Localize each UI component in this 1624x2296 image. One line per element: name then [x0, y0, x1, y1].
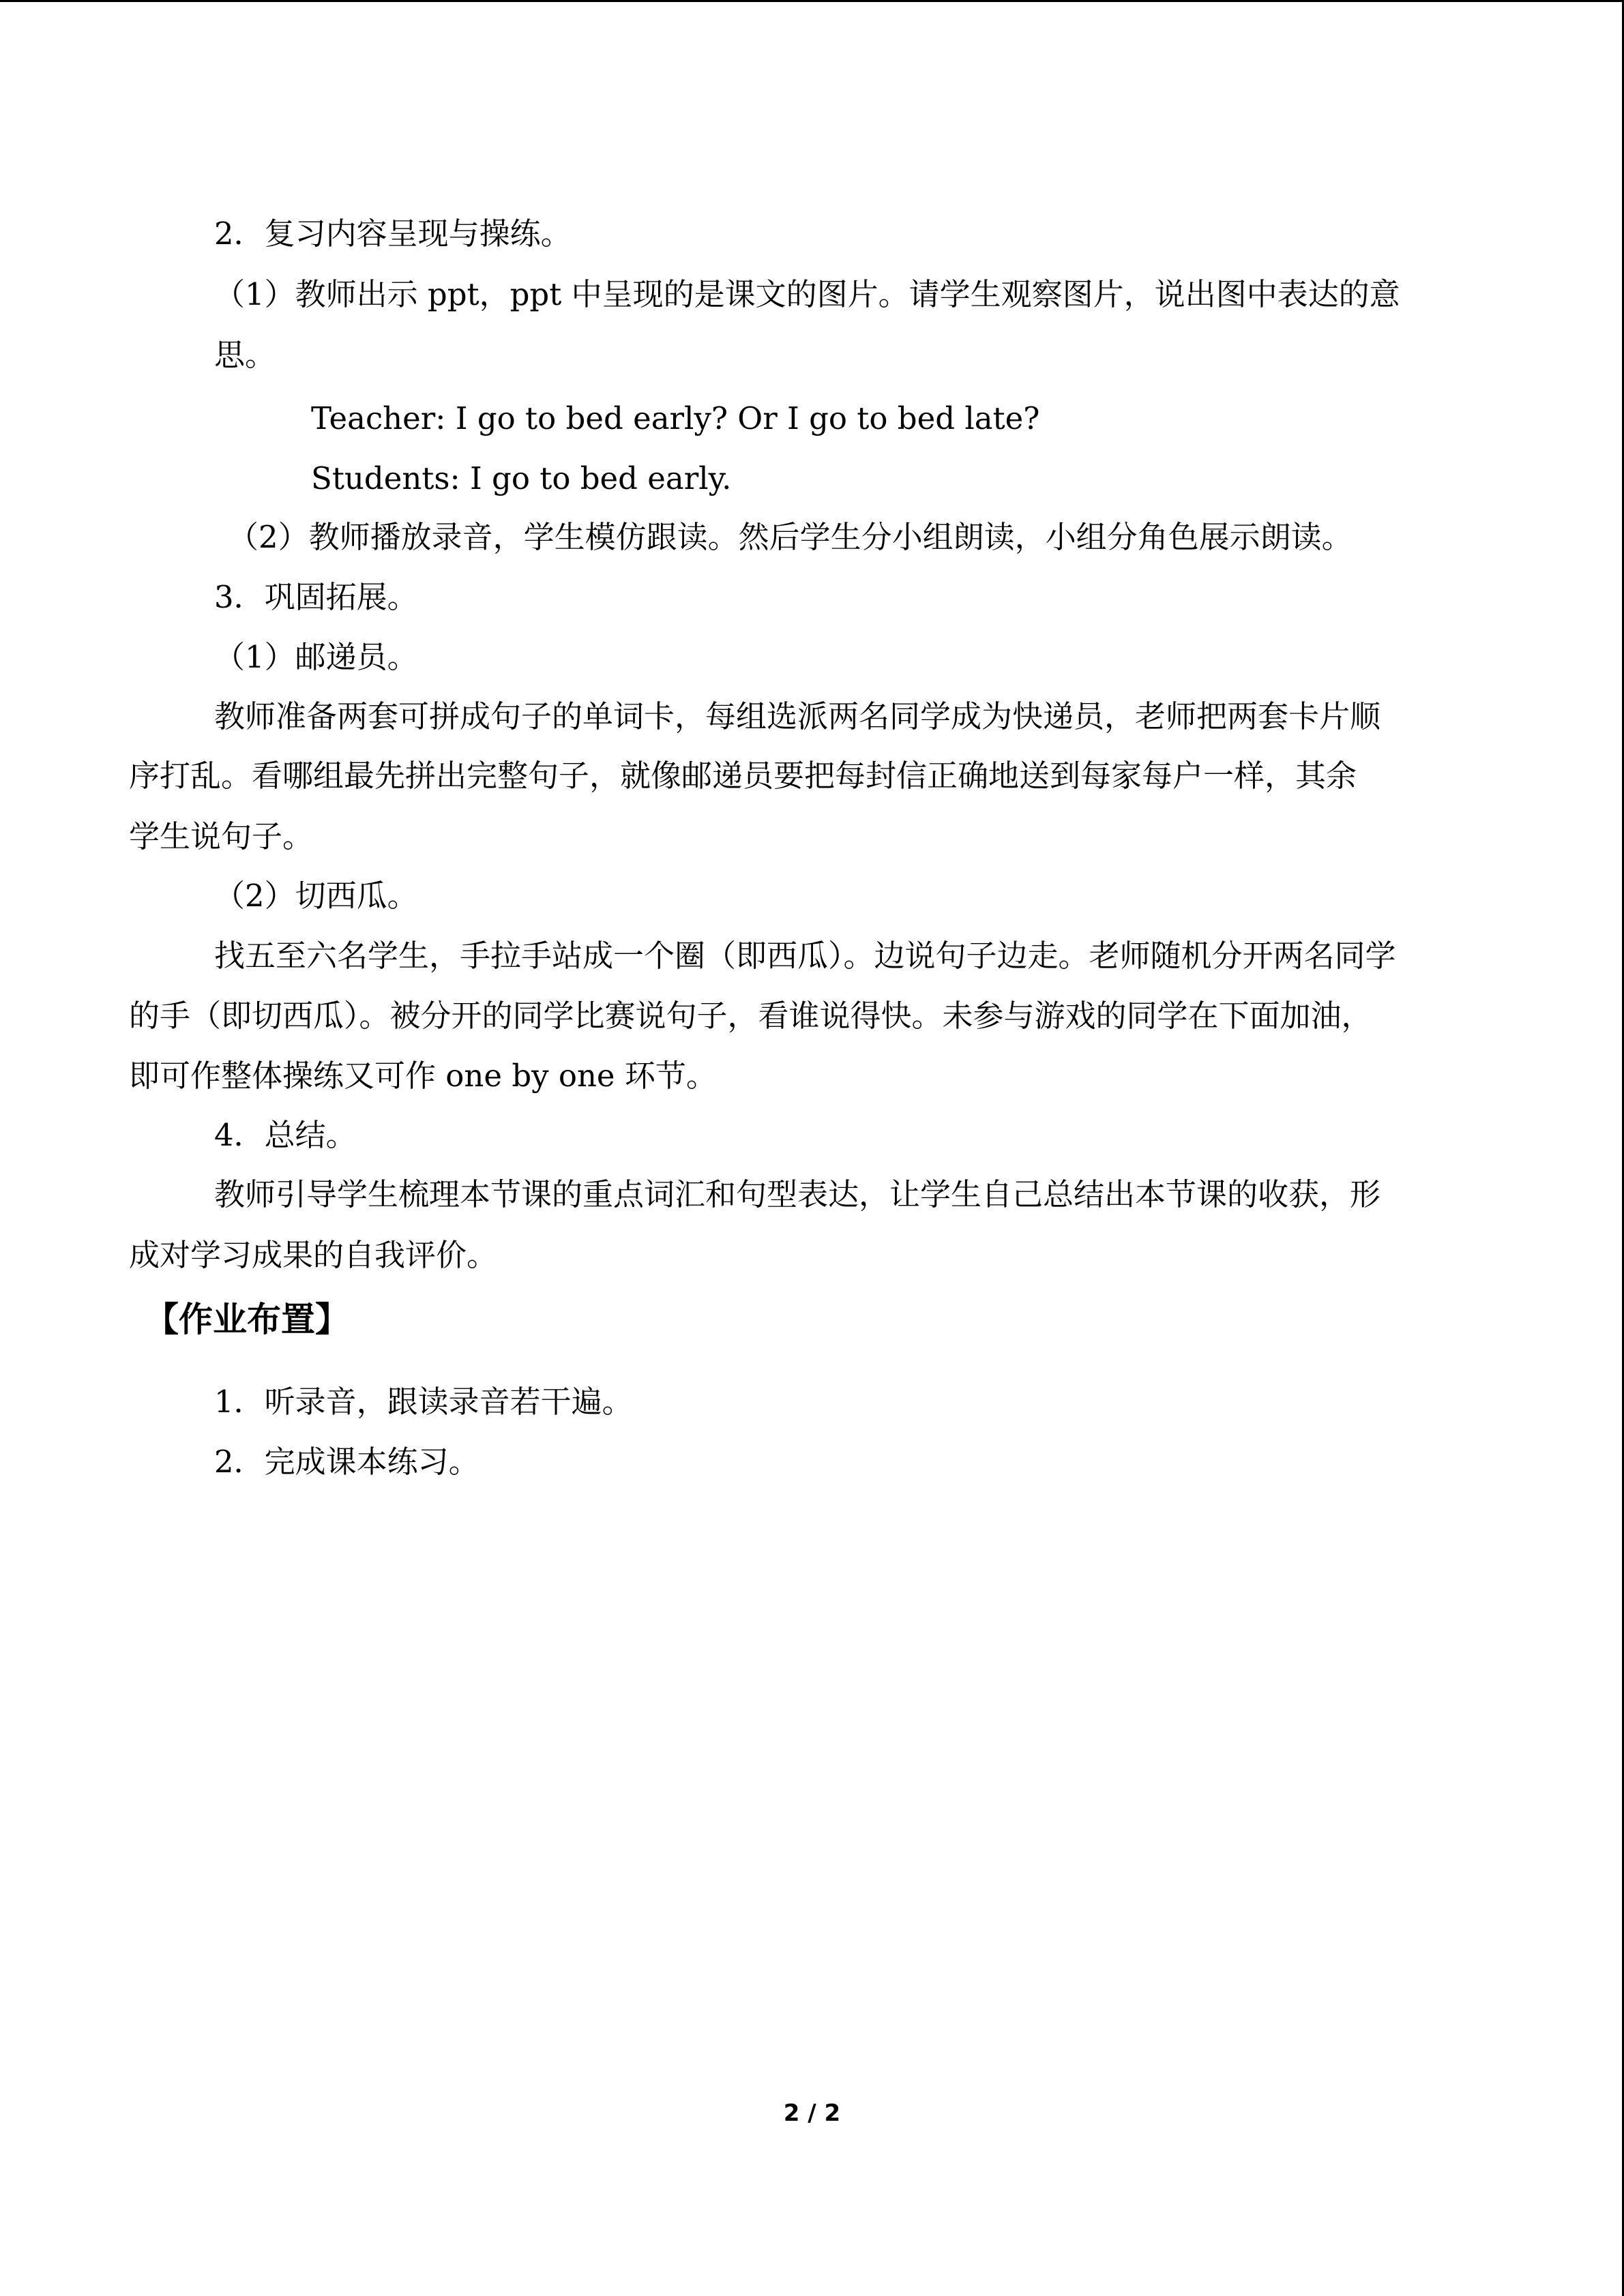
paragraph-line: （1）教师出示 ppt，ppt 中呈现的是课文的图片。请学生观察图片，说出图中表达的意: [214, 276, 1400, 312]
paragraph-line: 的手（即切西瓜）。被分开的同学比赛说句子，看谁说得快。未参与游戏的同学在下面加油，: [129, 998, 1372, 1034]
paragraph-line: 成对学习成果的自我评价。: [129, 1237, 498, 1273]
section-heading-consolidate: 3．巩固拓展。: [214, 579, 418, 615]
dialogue-students: Students: I go to bed early.: [311, 460, 732, 496]
paragraph-line: 找五至六名学生，手拉手站成一个圈（即西瓜）。边说句子边走。老师随机分开两名同学: [214, 938, 1396, 974]
subheading-watermelon: （2）切西瓜。: [214, 878, 418, 914]
subheading-postman: （1）邮递员。: [214, 639, 418, 675]
paragraph-line: 思。: [214, 337, 276, 373]
paragraph-line: 即可作整体操练又可作 one by one 环节。: [129, 1058, 717, 1094]
paragraph-line: 学生说句子。: [129, 818, 314, 854]
homework-heading: 【作业布置】: [145, 1300, 349, 1339]
page-number: 2 / 2: [783, 2100, 841, 2127]
section-heading-review: 2．复习内容呈现与操练。: [214, 215, 572, 252]
paragraph-line: （2）教师播放录音，学生模仿跟读。然后学生分小组朗读，小组分角色展示朗读。: [228, 519, 1353, 555]
paragraph-line: 教师准备两套可拼成句子的单词卡，每组选派两名同学成为快递员，老师把两套卡片顺: [214, 698, 1381, 734]
paragraph-line: 教师引导学生梳理本节课的重点词汇和句型表达，让学生自己总结出本节课的收获，形: [214, 1176, 1381, 1212]
homework-item: 2．完成课本练习。: [214, 1444, 479, 1480]
paragraph-line: 序打乱。看哪组最先拼出完整句子，就像邮递员要把每封信正确地送到每家每户一样，其余: [129, 758, 1357, 794]
section-heading-summary: 4．总结。: [214, 1117, 357, 1153]
homework-item: 1．听录音，跟读录音若干遍。: [214, 1384, 633, 1420]
dialogue-teacher: Teacher: I go to bed early? Or I go to bed late?: [311, 400, 1040, 436]
